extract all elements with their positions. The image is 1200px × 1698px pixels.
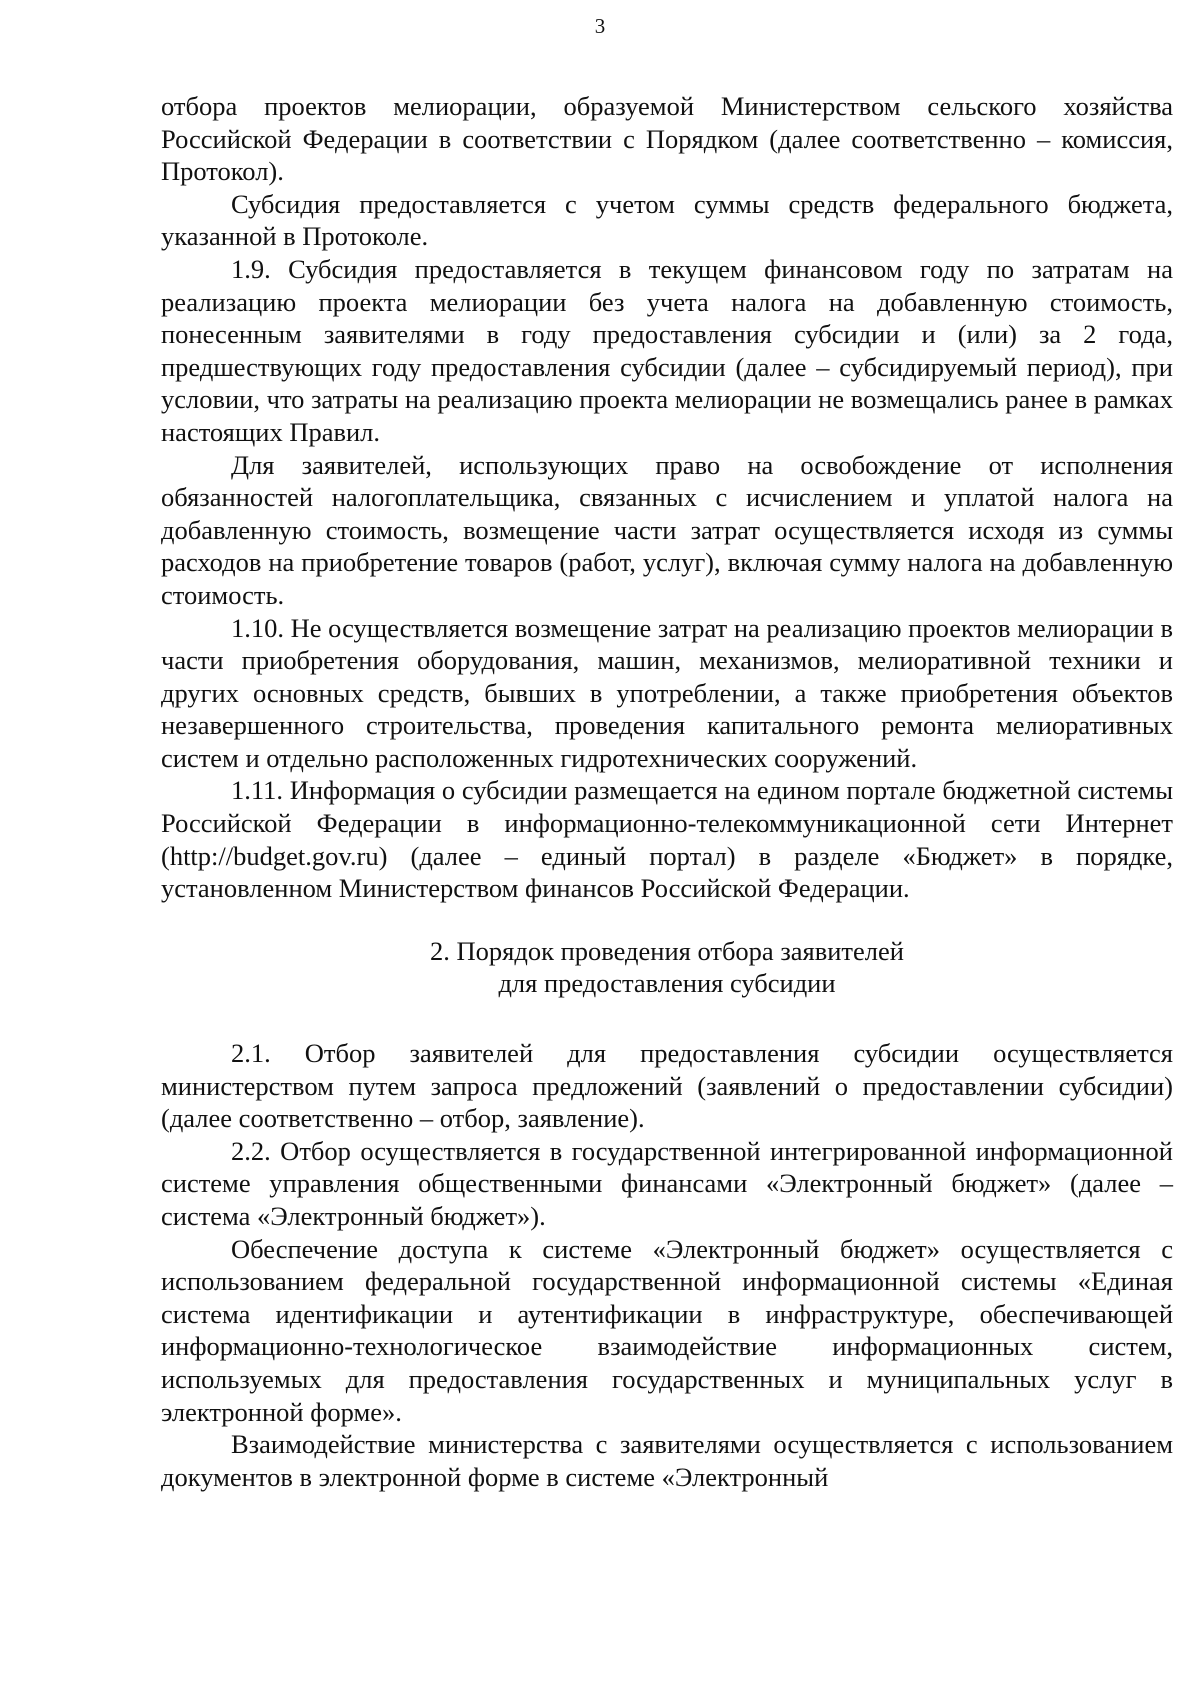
section-heading-line-2: для предоставления субсидии bbox=[498, 968, 836, 999]
section-heading-line-1: 2. Порядок проведения отбора заявителей bbox=[430, 935, 904, 966]
paragraph-1-9: 1.9. Субсидия предоставляется в текущем финансовом году по затратам на реализацию проекта мелиорации без учета налога на добавленную стоимость, понесенным заявителями в году предоставления субсидии и (или) за 2 года, предшествующих году предоставления субсидии (далее – субсидируемый период), при условии, что затраты на реализацию проекта мелиорации не возмещались ранее в рамках настоящих Правил. bbox=[161, 253, 1173, 447]
page-number: 3 bbox=[594, 14, 606, 38]
section-heading bbox=[161, 935, 1173, 1000]
paragraph-1-11: 1.11. Информация о субсидии размещается на едином портале бюджетной системы Российской Федерации в информационно-телекоммуникационной сети Интернет (http://budget.gov.ru) (далее – единый портал) в разделе «Бюджет» в порядке, установленном Министерством финансов Российской Федерации. bbox=[161, 775, 1173, 904]
paragraph: Субсидия предоставляется с учетом суммы средств федерального бюджета, указанной в Протоколе. bbox=[161, 188, 1173, 252]
paragraph: отбора проектов мелиорации, образуемой Министерством сельского хозяйства Российской Федерации в соответствии с Порядком (далее соответственно – комиссия, Протокол). bbox=[161, 91, 1173, 187]
paragraph: Для заявителей, использующих право на освобождение от исполнения обязанностей налогоплательщика, связанных с исчислением и уплатой налога на добавленную стоимость, возмещение части затрат осуществляется исходя из суммы расходов на приобретение товаров (работ, услуг), включая сумму налога на добавленную стоимость. bbox=[161, 449, 1173, 610]
paragraph: Взаимодействие министерства с заявителями осуществляется с использованием документов в электронной форме в системе «Электронный bbox=[161, 1429, 1173, 1492]
document-body bbox=[161, 90, 1173, 1493]
paragraph-2-1: 2.1. Отбор заявителей для предоставления субсидии осуществляется министерством путем запроса предложений (заявлений о предоставлении субсидии) (далее соответственно – отбор, заявление). bbox=[161, 1038, 1173, 1134]
paragraph: Обеспечение доступа к системе «Электронный бюджет» осуществляется с использованием федеральной государственной информационной системы «Единая система идентификации и аутентификации в инфраструктуре, обеспечивающей информационно-технологическое взаимодействие информационных систем, используемых для предоставления государственных и муниципальных услуг в электронной форме». bbox=[161, 1233, 1173, 1427]
paragraph-1-10: 1.10. Не осуществляется возмещение затрат на реализацию проектов мелиорации в части приобретения оборудования, машин, механизмов, мелиоративной техники и других основных средств, бывших в употреблении, а также приобретения объектов незавершенного строительства, проведения капитального ремонта мелиоративных систем и отдельно расположенных гидротехнических сооружений. bbox=[161, 612, 1173, 773]
paragraph-2-2: 2.2. Отбор осуществляется в государственной интегрированной информационной системе управления общественными финансами «Электронный бюджет» (далее – система «Электронный бюджет»). bbox=[161, 1135, 1173, 1231]
